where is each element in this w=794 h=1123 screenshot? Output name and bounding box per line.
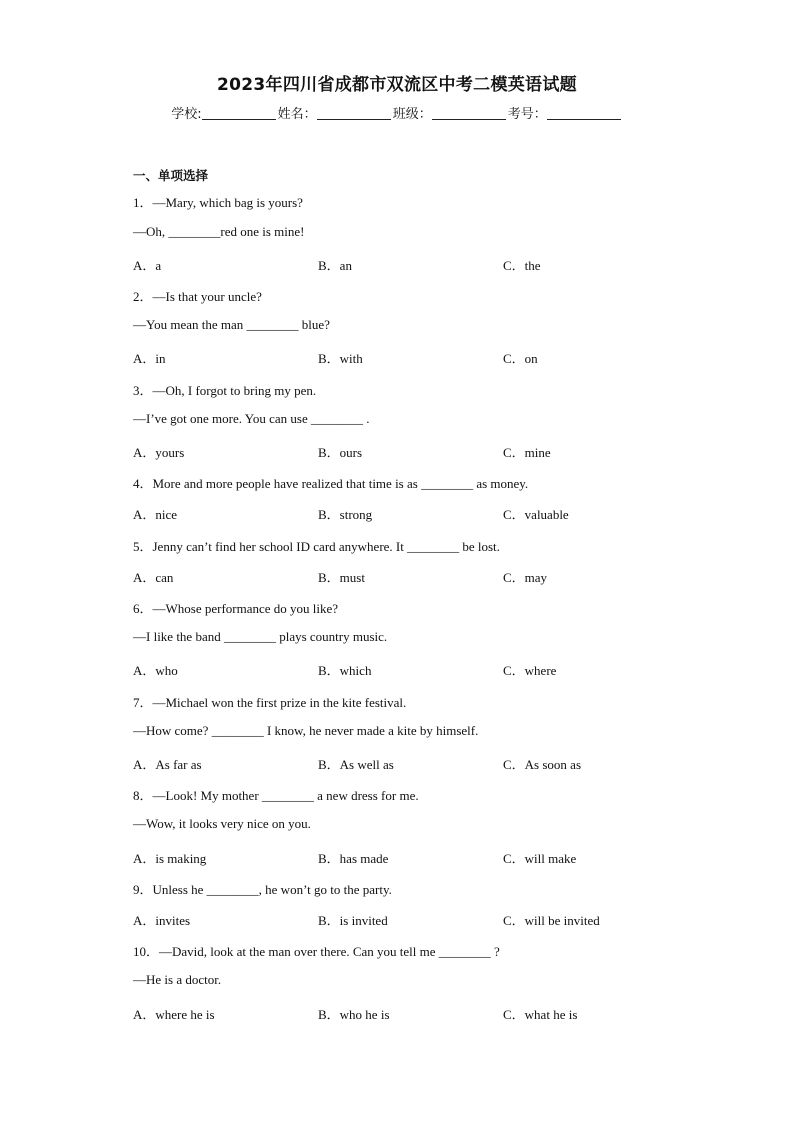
answer-option-c: C．will make: [503, 851, 577, 866]
answer-option-b: B．an: [318, 258, 352, 273]
answer-option-a: A．who: [133, 663, 178, 678]
class-label: 班级：: [392, 107, 432, 122]
question-line: —I like the band ________ plays country music.: [133, 629, 388, 644]
answer-option-b: B．As well as: [318, 757, 394, 772]
answer-option-a: A．invites: [133, 913, 191, 928]
question-stem: 8．—Look! My mother ________ a new dress for me.: [133, 788, 419, 803]
name-blank: [317, 107, 391, 120]
answer-option-a: A．where he is: [133, 1007, 215, 1022]
answer-option-c: C．will be invited: [503, 913, 600, 928]
answer-option-b: B．is invited: [318, 913, 388, 928]
answer-option-c: C．the: [503, 258, 541, 273]
answer-option-a: A．a: [133, 258, 162, 273]
question-line: —I’ve got one more. You can use ________ .: [133, 411, 370, 426]
question-stem: 9．Unless he ________, he won’t go to the party.: [133, 882, 392, 897]
answer-option-c: C．may: [503, 570, 548, 585]
school-blank: [202, 107, 276, 120]
question-stem: 7．—Michael won the first prize in the kite festival.: [133, 695, 407, 710]
question-stem: 2．—Is that your uncle?: [133, 289, 262, 304]
answer-option-a: A．is making: [133, 851, 207, 866]
question-line: —Wow, it looks very nice on you.: [133, 816, 311, 831]
answer-option-c: C．where: [503, 663, 557, 678]
answer-option-c: C．on: [503, 351, 538, 366]
student-info-row: [0, 103, 794, 122]
answer-option-a: A．yours: [133, 445, 185, 460]
answer-option-b: B．which: [318, 663, 372, 678]
question-line: —Oh, ________red one is mine!: [133, 224, 305, 239]
answer-option-c: C．mine: [503, 445, 551, 460]
question-stem: 6．—Whose performance do you like?: [133, 601, 339, 616]
answer-option-b: B．who he is: [318, 1007, 390, 1022]
answer-option-c: C．valuable: [503, 507, 569, 522]
question-stem: 10．—David, look at the man over there. Can you tell me ________ ?: [133, 944, 500, 959]
answer-option-b: B．must: [318, 570, 365, 585]
question-line: —He is a doctor.: [133, 972, 222, 987]
answer-option-a: A．in: [133, 351, 166, 366]
exam-no-blank: [547, 107, 621, 120]
name-label: 姓名：: [277, 107, 317, 122]
question-line: —How come? ________ I know, he never made a kite by himself.: [133, 723, 479, 738]
answer-option-b: B．has made: [318, 851, 389, 866]
class-blank: [432, 107, 506, 120]
answer-option-b: B．with: [318, 351, 363, 366]
answer-option-b: B．strong: [318, 507, 373, 522]
exam-no-label: 考号：: [507, 107, 547, 122]
school-label: 学校:: [171, 107, 202, 122]
question-stem: 3．—Oh, I forgot to bring my pen.: [133, 383, 317, 398]
answer-option-b: B．ours: [318, 445, 363, 460]
section-title: 一、单项选择: [133, 168, 209, 183]
answer-option-c: C．As soon as: [503, 757, 582, 772]
question-stem: 5．Jenny can’t find her school ID card anywhere. It ________ be lost.: [133, 539, 500, 554]
page-title: 2023年四川省成都市双流区中考二模英语试题: [217, 75, 577, 95]
answer-option-a: A．can: [133, 570, 174, 585]
question-stem: 4．More and more people have realized that time is as ________ as money.: [133, 476, 529, 491]
answer-option-a: A．nice: [133, 507, 178, 522]
answer-option-c: C．what he is: [503, 1007, 578, 1022]
answer-option-a: A．As far as: [133, 757, 202, 772]
question-line: —You mean the man ________ blue?: [133, 317, 330, 332]
question-stem: 1．—Mary, which bag is yours?: [133, 195, 303, 210]
